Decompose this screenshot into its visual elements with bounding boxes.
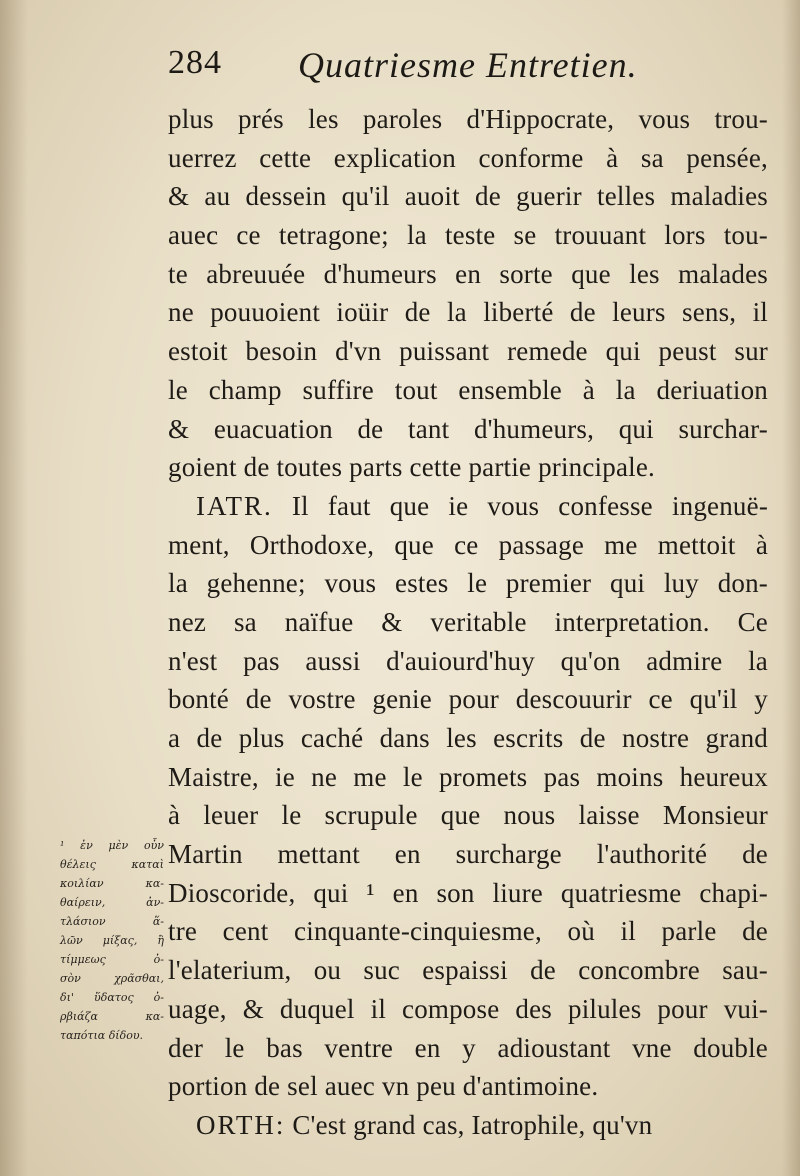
text-line: portion de sel auec vn peu d'antimoine. xyxy=(168,1071,599,1102)
text-line: Il faut que ie vous confesse ingenuë- xyxy=(291,490,769,521)
note-line: κοιλίαν κα- xyxy=(60,877,164,890)
text-line: bonté de vostre genie pour descouurir ce qu'il y xyxy=(168,684,768,715)
text-line: goient de toutes parts cette partie principale. xyxy=(168,452,655,483)
text-line: n'est pas aussi d'auiourd'huy qu'on admire la xyxy=(168,645,768,676)
running-title: Quatriesme Entretien. xyxy=(298,45,638,85)
text-line: l'elaterium, ou suc espaissi de concombre sau- xyxy=(168,955,768,986)
text-line: auec ce tetragone; la teste se trouuant lors tou- xyxy=(168,220,768,251)
text-line: & au dessein qu'il auoit de guerir telles maladies xyxy=(168,181,768,212)
text-line: te abreuuée d'humeurs en sorte que les malades xyxy=(168,258,768,289)
speaker-label-iatr: IATR. xyxy=(196,490,273,521)
note-line: ¹ ἐν μὲν οὖν xyxy=(60,839,164,852)
text-line: ment, Orthodoxe, que ce passage me mettoit à xyxy=(168,529,768,560)
text-line: uerrez cette explication conforme à sa pensée, xyxy=(168,142,768,173)
text-line: le champ suffire tout ensemble à la deriuation xyxy=(168,374,768,405)
text-line: plus prés les paroles d'Hippocrate, vous trou- xyxy=(168,104,768,134)
text-line: ne pouuoient ioüir de la liberté de leurs sens, il xyxy=(168,297,768,328)
text-line: & euacuation de tant d'humeurs, qui surchar- xyxy=(168,413,768,444)
text-line: nez sa naïfue & veritable interpretation. Ce xyxy=(168,606,768,637)
note-line: θαίρειν, ἀν- xyxy=(60,896,164,909)
note-line: λῶν μίξας, ἢ xyxy=(60,934,164,947)
page-number: 284 xyxy=(168,44,222,81)
text-line: tre cent cinquante-cinquiesme, où il parle de xyxy=(168,916,768,947)
speaker-label-orth: ORTH: xyxy=(196,1109,286,1140)
note-line: θέλεις καταὶ xyxy=(60,858,164,871)
marginal-note xyxy=(60,836,164,1045)
note-line: ρβιάζα κα- xyxy=(60,1010,164,1023)
text-line: à leuer le scrupule que nous laisse Monsieur xyxy=(168,800,768,831)
text-line: uage, & duquel il compose des pilules pour vui- xyxy=(168,993,768,1024)
speaker-line xyxy=(168,1106,768,1145)
text-line: Martin mettant en surcharge l'authorité de xyxy=(168,839,768,870)
text-line: estoit besoin d'vn puissant remede qui peust sur xyxy=(168,336,768,367)
note-line: σὸν χρᾶσθαι, xyxy=(60,972,164,985)
text-line: der le bas ventre en y adioustant vne double xyxy=(168,1032,768,1063)
note-line: τίμμεως ὀ- xyxy=(60,953,164,966)
text-line: la gehenne; vous estes le premier qui luy don- xyxy=(168,568,768,599)
text-line: Maistre, ie ne me le promets pas moins heureux xyxy=(168,761,768,792)
text-line: a de plus caché dans les escrits de nostre grand xyxy=(168,723,768,753)
note-line: τλάσιον ἅ- xyxy=(60,915,164,928)
speaker-line xyxy=(168,487,768,526)
note-line: δι' ὕδατος ὀ- xyxy=(60,991,164,1004)
note-line: ταπότια δίδου. xyxy=(60,1029,144,1042)
main-text xyxy=(168,100,768,1145)
text-line: Dioscoride, qui ¹ en son liure quatriesme chapi- xyxy=(168,877,768,908)
running-head xyxy=(168,44,688,96)
text-line: C'est grand cas, Iatrophile, qu'vn xyxy=(292,1109,653,1140)
